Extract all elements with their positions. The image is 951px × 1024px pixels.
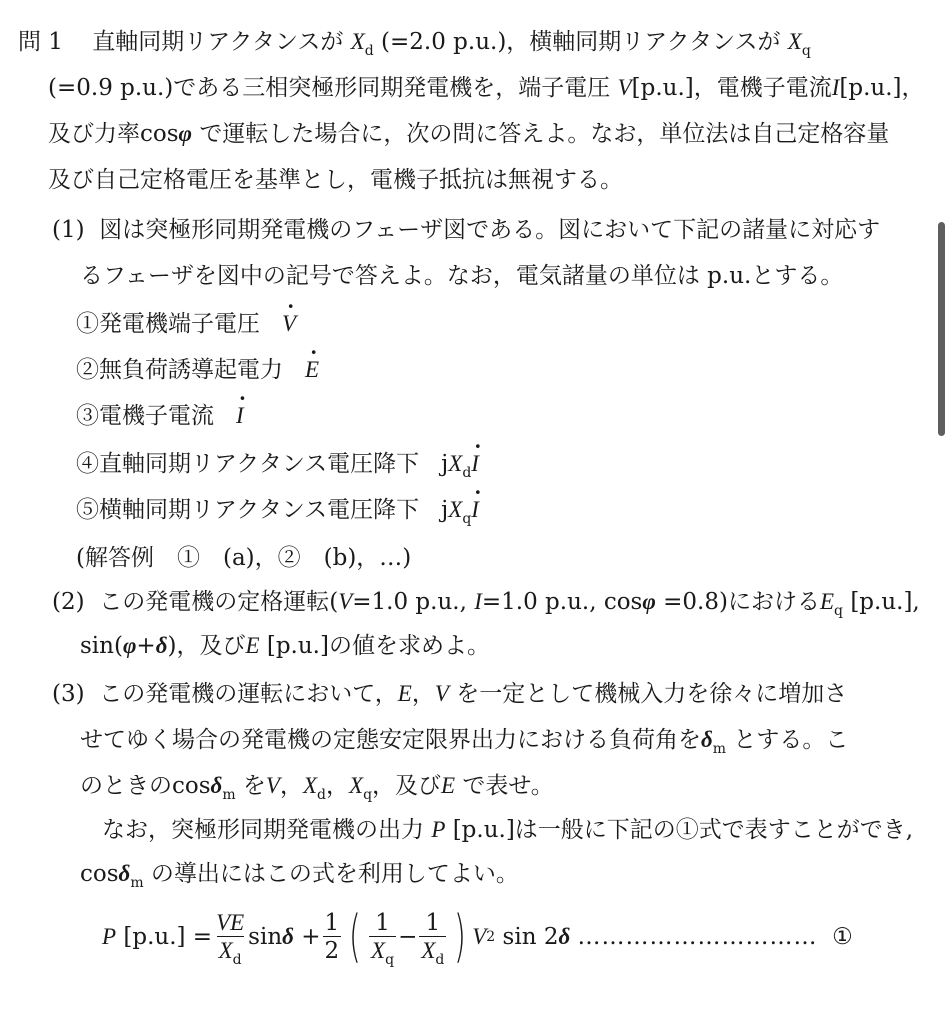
fraction-1-xq: $\frac{1}{X_q}$ [371,909,395,968]
output-formula: P [p.u.] = $\frac{VE}{X_d}$ sin δ + $\frac{1}{2}$ ( $\frac{1}{X_q}$ − $\frac{1}{X_d}$ ) V 2 sin 2 δ ………………………… ① [102,904,853,969]
sub1-item-3: ③電機子電流 · I [76,402,244,430]
sub3-line-1: (3) この発電機の運転において，E，V を一定として機械入力を徐々に増加さ [52,681,848,707]
sub3-line-3: のときのcosδ$_m$ をV，$X_d$，$X_q$，及びE で表せ。 [80,773,554,803]
sub1-item-5: ⑤横軸同期リアクタンス電圧降下 $jX_q\cdot I$ [76,496,479,524]
sub1-item-2: ②無負荷誘導起電力 · E [76,356,319,384]
sub2-line-2: sin(φ+δ)，及びE [p.u.]の値を求めよ。 [80,633,490,659]
fraction-1-xd: $\frac{1}{X_d}$ [421,909,445,968]
sub3-line-2: せてゆく場合の発電機の定態安定限界出力における負荷角を$\delta_m$ とする。こ [80,727,849,757]
sub1-example: (解答例 ① (a)，② (b)，…) [76,545,412,571]
sub2-line-1: (2) この発電機の定格運転(V=1.0 p.u., I=1.0 p.u., cosφ =0.8)における$E_q$ [p.u.], [52,589,920,619]
sub1-item-4: ④直軸同期リアクタンス電圧降下 $jX_d\cdot I$ [76,450,479,478]
fraction-half: $\frac{1}{2}$ [324,909,340,964]
fraction-ve-xd: $\frac{VE}{X_d}$ [216,909,245,968]
question-number: 問 1 [18,29,63,55]
intro-line-1: 問 1 直軸同期リアクタンスが $X_d$ (=2.0 p.u.)，横軸同期リアクタンスが $X_q$ [18,29,811,59]
sub1-item-1: ①発電機端子電圧 · V [76,310,296,338]
sub1-line-2: るフェーザを図中の記号で答えよ。なお，電気諸量の単位は p.u.とする。 [80,263,844,289]
sub1-line-1: (1) 図は突極形同期発電機のフェーザ図である。図において下記の諸量に対応す [52,217,881,243]
intro-line-3: 及び力率cosφ で運転した場合に，次の問に答えよ。なお，単位法は自己定格容量 [48,121,890,147]
sub3-line-5: cosδ$_m$ の導出にはこの式を利用してよい。 [80,861,519,891]
scrollbar-thumb[interactable] [938,222,945,436]
intro-line-2: (=0.9 p.u.)である三相突極形同期発電機を，端子電圧 V[p.u.]，電機子電流I[p.u.]， [48,75,925,101]
equation-label: ① [832,924,853,950]
sub3-line-4: なお，突極形同期発電機の出力 P [p.u.]は一般に下記の①式で表すことができ, [102,817,914,843]
intro-line-4: 及び自己定格電圧を基準とし，電機子抵抗は無視する。 [48,167,623,193]
